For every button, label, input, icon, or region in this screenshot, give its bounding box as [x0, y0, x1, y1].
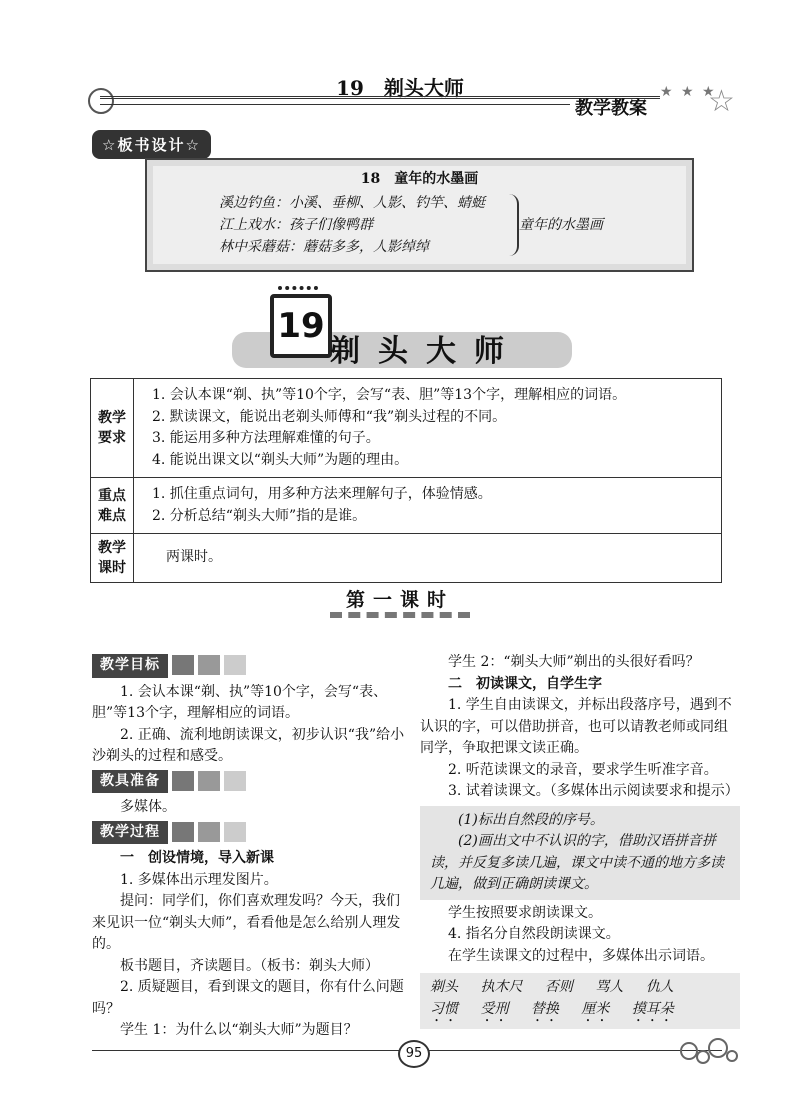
board-rows	[219, 192, 485, 258]
vocabulary-box	[420, 973, 740, 1029]
row-content	[134, 379, 722, 478]
table-row	[91, 379, 722, 478]
paragraph: 1. 学生自由读课文，并标出段落序号，遇到不认识的字，可以借助拼音，也可以请教老师或同组同学，争取把课文读正确。	[420, 697, 732, 756]
table-row	[91, 534, 722, 583]
vocab-word: 厘米	[581, 1000, 610, 1017]
table-row	[91, 478, 722, 534]
header-rule-thin	[100, 104, 570, 105]
row-label: 教学 要求	[91, 379, 134, 478]
section-underline	[330, 612, 470, 624]
board-row: 林中采蘑菇：蘑菇多多，人影绰绰	[219, 239, 429, 255]
vocab-word: 仇人	[645, 979, 674, 995]
tag-box	[224, 655, 246, 675]
tag-box	[224, 822, 246, 842]
reading-hint-box	[420, 806, 740, 900]
hint-item: (2)画出文中不认识的字，借助汉语拼音拼读，并反复多读几遍，课文中读不通的地方多读几遍，做到正确朗读课文。	[430, 833, 724, 892]
paragraph: 多媒体。	[120, 799, 176, 815]
row-label: 重点 难点	[91, 478, 134, 534]
list-item: 2. 分析总结“剃头大师”指的是谁。	[152, 507, 367, 524]
tag-teaching-aids: 教具准备	[92, 770, 168, 794]
left-column	[92, 652, 410, 1042]
paragraph: 2. 听范读课文的录音，要求学生听准字音。	[448, 761, 718, 778]
list-item: 3. 能运用多种方法理解难懂的句子。	[152, 430, 380, 446]
tag-box	[198, 771, 220, 791]
list-item: 1. 抓住重点词句，用多种方法来理解句子，体验情感。	[152, 486, 492, 502]
board-design-badge: ☆板书设计☆	[92, 130, 211, 159]
list-item: 2. 默读课文，能说出老剃头师傅和“我”剃头过程的不同。	[152, 408, 507, 425]
step-heading: 一 创设情境，导入新课	[120, 850, 274, 866]
page-number: 95	[398, 1040, 430, 1068]
board-summary: 童年的水墨画	[519, 217, 603, 233]
tag-box	[198, 655, 220, 675]
paragraph: 在学生读课文的过程中，多媒体出示词语。	[448, 947, 714, 964]
brace-icon	[507, 194, 519, 256]
tag-teaching-goals: 教学目标	[92, 654, 168, 678]
tag-box	[172, 822, 194, 842]
star-icon: ☆	[708, 84, 735, 119]
vocab-word: 习惯	[430, 1000, 458, 1017]
paragraph: 1. 会认本课“剃、执”等10个字，会写“表、胆”等13个字，理解相应的词语。	[92, 683, 388, 721]
paragraph: 提问：同学们，你们喜欢理发吗？今天，我们来见识一位“剃头大师”，看看他是怎么给别人理发的。	[92, 893, 401, 952]
tag-box	[198, 822, 220, 842]
board-row: 溪边钓鱼：小溪、垂柳、人影、钓竿、蜻蜓	[219, 195, 485, 211]
stars-icon: ★ ★ ★	[660, 84, 717, 100]
row-label: 教学 课时	[91, 534, 134, 583]
paragraph: 学生 1：为什么以“剃头大师”为题目？	[120, 1022, 358, 1038]
board-title: 18 童年的水墨画	[360, 171, 479, 187]
row-content	[134, 478, 722, 534]
paragraph: 1. 多媒体出示理发图片。	[120, 871, 278, 888]
bubble-icon	[726, 1050, 738, 1062]
vocab-word: 替换	[530, 1000, 559, 1017]
vocab-word: 骂人	[595, 979, 624, 995]
board-design-box	[145, 158, 694, 272]
step-heading: 二 初读课文，自学生字	[448, 675, 602, 692]
paragraph: 学生按照要求朗读课文。	[448, 904, 602, 921]
tag-row	[92, 654, 410, 678]
vocab-word: 摸耳朵	[631, 1000, 674, 1017]
header-section-label: 教学教案	[575, 98, 647, 119]
right-column	[420, 652, 740, 1029]
tag-teaching-process: 教学过程	[92, 821, 168, 845]
paragraph: 4. 指名分自然段朗读课文。	[448, 926, 620, 942]
list-item: 4. 能说出课文以“剃头大师”为题的理由。	[152, 451, 409, 468]
word-row	[430, 999, 734, 1025]
paragraph: 2. 质疑题目，看到课文的题目，你有什么问题吗？	[92, 979, 404, 1017]
list-item: 两课时。	[152, 549, 222, 566]
section-title: 第一课时	[345, 589, 454, 611]
tag-row	[92, 770, 410, 794]
paragraph: 板书题目，齐读题目。（板书：剃头大师）	[120, 957, 379, 974]
word-row	[430, 977, 734, 999]
tag-box	[172, 771, 194, 791]
lesson-title: 剃头大师	[330, 334, 522, 369]
tag-box	[224, 771, 246, 791]
vocab-word: 否则	[544, 979, 573, 995]
row-content	[134, 534, 722, 583]
lesson-number-calendar: 19	[270, 294, 332, 358]
board-row: 江上戏水：孩子们像鸭群	[219, 217, 373, 233]
tag-row	[92, 821, 410, 845]
paragraph: 学生 2：“剃头大师”剃出的头很好看吗？	[448, 654, 700, 670]
objectives-table	[90, 378, 722, 583]
tag-box	[172, 655, 194, 675]
paragraph: 3. 试着读课文。（多媒体出示阅读要求和提示）	[448, 783, 739, 799]
hint-item: (1)标出自然段的序号。	[458, 811, 604, 828]
bubble-icon	[708, 1038, 728, 1058]
paragraph: 2. 正确、流利地朗读课文，初步认识“我”给小沙剃头的过程和感受。	[92, 726, 405, 764]
list-item: 1. 会认本课“剃、执”等10个字，会写“表、胆”等13个字，理解相应的词语。	[152, 387, 627, 403]
vocab-word: 剃头	[430, 979, 458, 995]
vocab-word: 受刑	[480, 1000, 509, 1017]
page-header-title: 19 剃头大师	[336, 76, 464, 100]
vocab-word: 执木尺	[480, 979, 523, 995]
